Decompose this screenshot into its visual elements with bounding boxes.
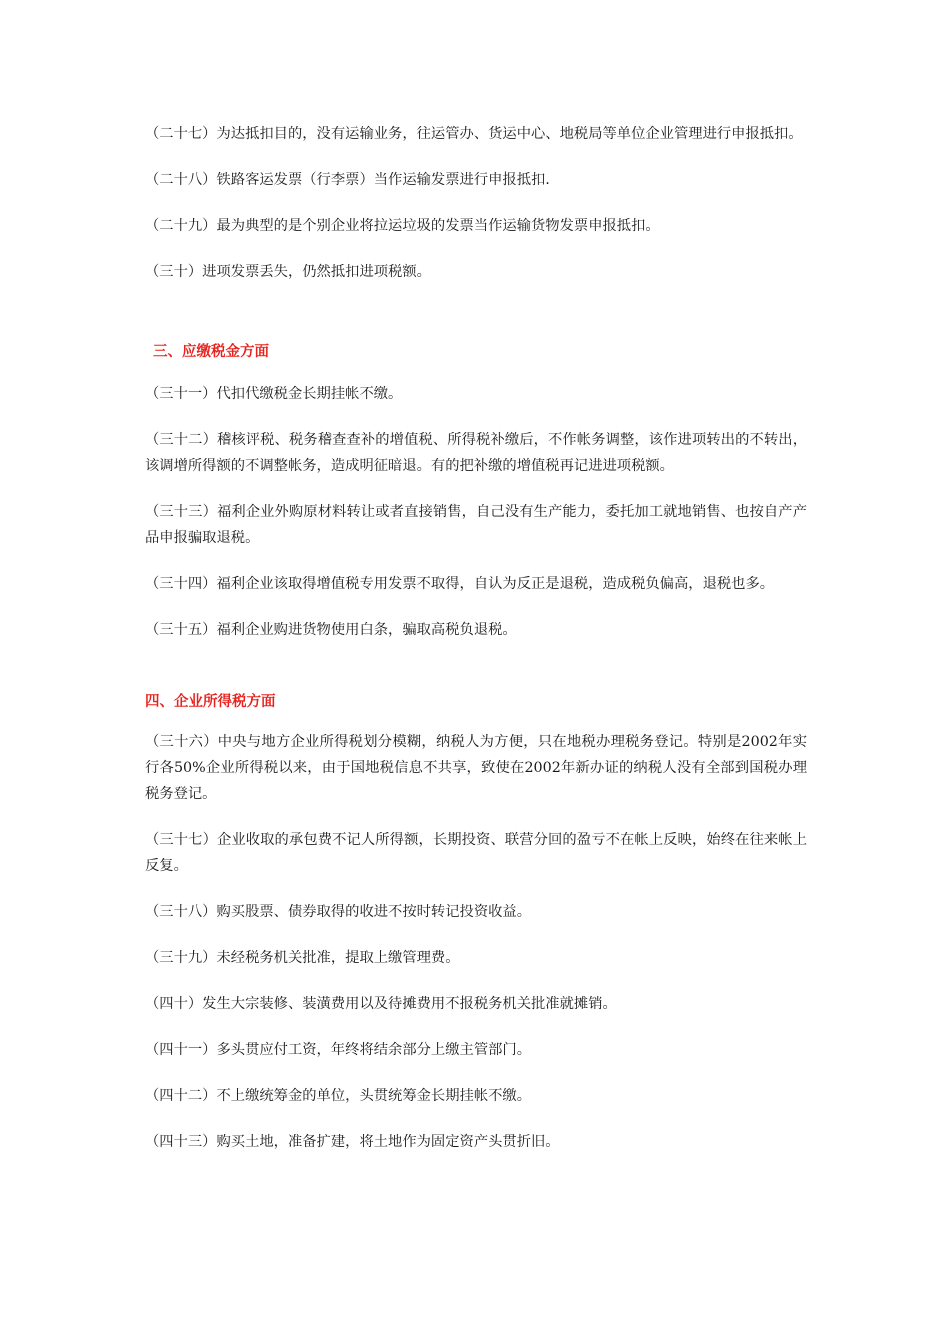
- paragraph-27: （二十七）为达抵扣目的，没有运输业务，往运管办、货运中心、地税局等单位企业管理进行申报抵扣。: [145, 126, 803, 142]
- section-heading-corporate-income-tax: 四、企业所得税方面: [145, 694, 276, 710]
- paragraph-37: （三十七）企业收取的承包费不记人所得额，长期投资、联营分回的盈亏不在帐上反映，始终在往来帐上反复。: [145, 832, 807, 874]
- paragraph-42: （四十二）不上缴统筹金的单位，头贯统筹金长期挂帐不缴。: [145, 1088, 532, 1104]
- paragraph-28: （二十八）铁路客运发票（行李票）当作运输发票进行申报抵扣.: [145, 172, 550, 188]
- paragraph-39: （三十九）未经税务机关批准，提取上缴管理费。: [145, 950, 460, 966]
- paragraph-41: （四十一）多头贯应付工资，年终将结余部分上缴主管部门。: [145, 1042, 532, 1058]
- paragraph-38: （三十八）购买股票、债券取得的收进不按时转记投资收益。: [145, 904, 532, 920]
- paragraph-40: （四十）发生大宗装修、装潢费用以及待摊费用不报税务机关批准就摊销。: [145, 996, 617, 1012]
- paragraph-31: （三十一）代扣代缴税金长期挂帐不缴。: [145, 386, 403, 402]
- paragraph-35: （三十五）福利企业购进货物使用白条，骗取高税负退税。: [145, 622, 517, 638]
- paragraph-33: （三十三）福利企业外购原材料转让或者直接销售，自己没有生产能力，委托加工就地销售、也按自产产品申报骗取退税。: [145, 504, 807, 546]
- paragraph-34: （三十四）福利企业该取得增值税专用发票不取得，自认为反正是退税，造成税负偏高，退税也多。: [145, 576, 775, 592]
- paragraph-36: （三十六）中央与地方企业所得税划分模糊，纳税人为方便，只在地税办理税务登记。特别是2002年实行各50%企业所得税以来，由于国地税信息不共享，致使在2002年新办证的纳税人没有全部到国税办理税务登记。: [145, 734, 807, 802]
- paragraph-43: （四十三）购买土地，准备扩建，将土地作为固定资产头贯折旧。: [145, 1134, 560, 1150]
- section-heading-taxes-payable: 三、应缴税金方面: [153, 344, 269, 360]
- paragraph-32: （三十二）稽核评税、税务稽查查补的增值税、所得税补缴后，不作帐务调整，该作进项转出的不转出，该调增所得额的不调整帐务，造成明征暗退。有的把补缴的增值税再记进进项税额。: [145, 432, 807, 474]
- paragraph-30: （三十）进项发票丢失，仍然抵扣进项税额。: [145, 264, 431, 280]
- paragraph-29: （二十九）最为典型的是个别企业将拉运垃圾的发票当作运输货物发票申报抵扣。: [145, 218, 660, 234]
- document-body: [145, 121, 807, 1175]
